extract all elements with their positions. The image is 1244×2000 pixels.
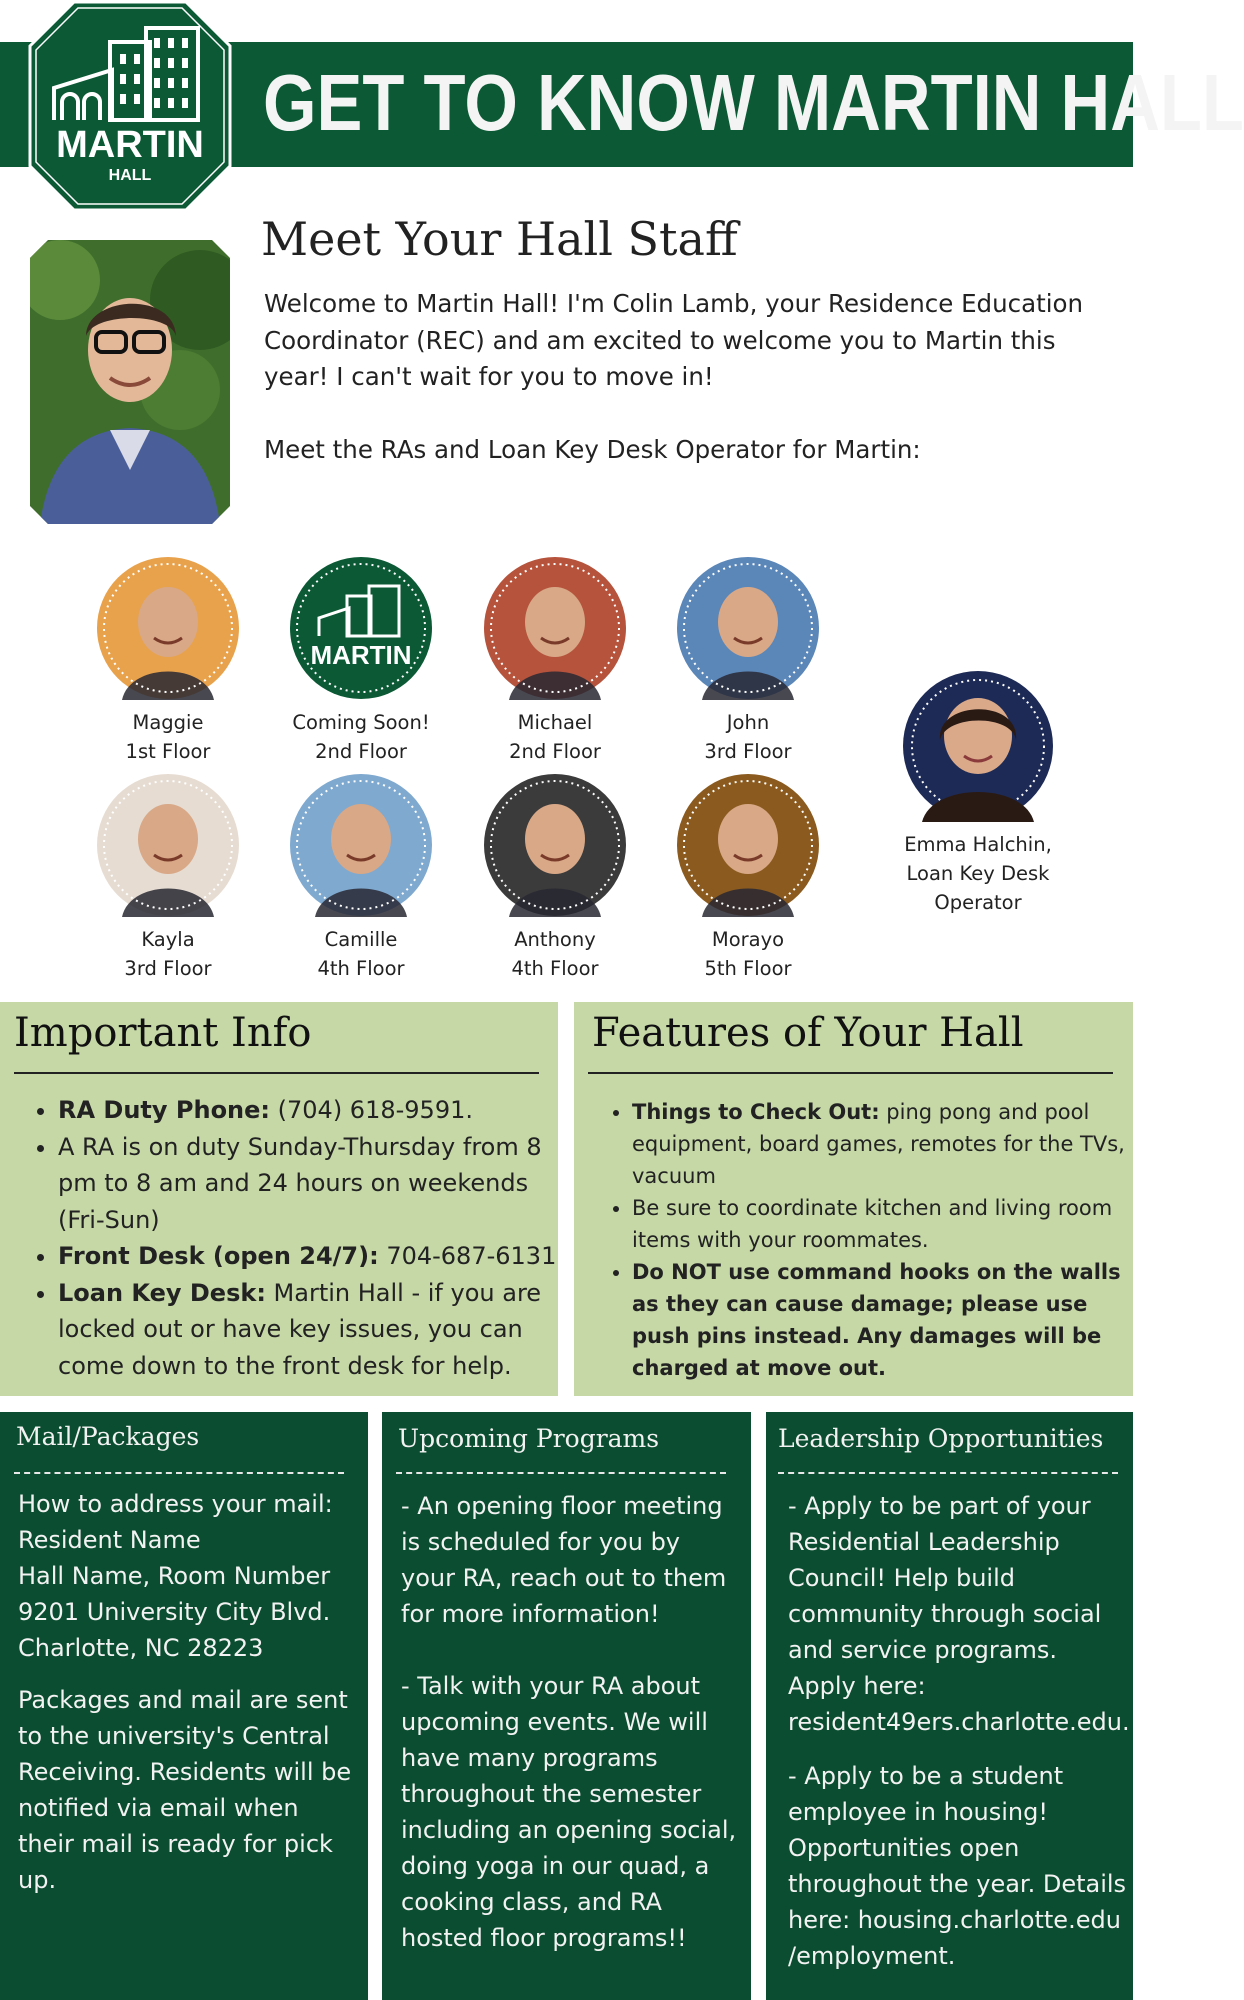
features-divider: [588, 1072, 1113, 1074]
staff-heading: Meet Your Hall Staff: [261, 212, 738, 266]
ra-avatar: [96, 556, 240, 700]
mail-address-line: Charlotte, NC 28223: [18, 1634, 264, 1662]
list-item-label: RA Duty Phone:: [58, 1096, 271, 1124]
list-item-label: Things to Check Out:: [632, 1100, 880, 1124]
mail-address-line: Resident Name: [18, 1526, 201, 1554]
list-item: [58, 1092, 568, 1129]
programs-paragraph-1: - An opening floor meeting is scheduled for you by your RA, reach out to them for more information!: [401, 1492, 727, 1628]
ra-floor: 3rd Floor: [124, 957, 212, 980]
leadership-heading: Leadership Opportunities: [778, 1424, 1104, 1453]
ra-name: Morayo: [711, 928, 785, 951]
list-item: [632, 1096, 1132, 1192]
leadership-body: [788, 1488, 1128, 1974]
ra-name: John: [726, 711, 770, 734]
ra-avatar: [289, 556, 433, 700]
important-info-heading: Important Info: [14, 1010, 312, 1056]
list-item: [58, 1238, 568, 1275]
important-info-divider: [14, 1072, 539, 1074]
ra-card: [73, 556, 263, 766]
mail-panel: [0, 1412, 368, 2000]
mail-packages-text: [18, 1682, 358, 1898]
leadership-paragraph-1: - Apply to be part of your Residential Leadership Council! Help build community through social and service programs. Apply here: resident49ers.charlotte.edu.: [788, 1492, 1130, 1736]
list-item-text: A RA is on duty Sunday-Thursday from 8 pm to 8 am and 24 hours on weekends (Fri-Sun): [58, 1132, 542, 1234]
page-title: GET TO KNOW MARTIN HALL: [263, 58, 1244, 147]
rec-photo: [30, 240, 230, 524]
mail-address-block: [18, 1486, 358, 1666]
ra-card: [266, 773, 456, 983]
list-item: [632, 1192, 1132, 1256]
logo-text: MARTIN: [56, 124, 204, 166]
ra-floor: 2nd Floor: [315, 740, 407, 763]
list-item: [632, 1256, 1132, 1384]
ra-avatar: [289, 773, 433, 917]
features-heading: Features of Your Hall: [592, 1010, 1024, 1056]
ra-floor: 5th Floor: [704, 957, 792, 980]
features-list: [586, 1096, 1132, 1384]
list-item-text: (704) 618-9591.: [270, 1096, 473, 1124]
mail-divider: [14, 1472, 344, 1474]
ra-floor: 4th Floor: [317, 957, 405, 980]
ra-card: [653, 556, 843, 766]
programs-body: [401, 1488, 741, 1956]
ra-floor: 3rd Floor: [704, 740, 792, 763]
ra-floor: 4th Floor: [511, 957, 599, 980]
important-info-list: [12, 1092, 568, 1384]
ra-avatar: [676, 556, 820, 700]
welcome-text: Welcome to Martin Hall! I'm Colin Lamb, your Residence Education Coordinator (REC) and am excited to welcome you to Martin this year! I can't wait for you to move in!: [264, 289, 1084, 391]
desk-operator-role: Loan Key Desk: [906, 862, 1050, 885]
leadership-divider: [778, 1472, 1118, 1474]
ra-avatar: [483, 556, 627, 700]
mail-address-line: How to address your mail:: [18, 1490, 333, 1518]
svg-text:MARTIN: MARTIN: [310, 640, 412, 670]
meet-line: Meet the RAs and Loan Key Desk Operator for Martin:: [264, 434, 921, 464]
desk-operator-avatar: [902, 670, 1054, 822]
mail-address-line: 9201 University City Blvd.: [18, 1598, 331, 1626]
desk-operator-role-2: Operator: [934, 891, 1022, 914]
list-item-text: 704-687-6131: [378, 1242, 557, 1270]
ra-name: Kayla: [141, 928, 195, 951]
ra-floor: 2nd Floor: [509, 740, 601, 763]
leadership-paragraph-2: - Apply to be a student employee in housing! Opportunities open throughout the year. Details here: housing.charlotte.edu /employment.: [788, 1762, 1127, 1970]
ra-card: [460, 773, 650, 983]
programs-paragraph-2: - Talk with your RA about upcoming events. We will have many programs throughout the semester including an opening social, doing yoga in our quad, a cooking class, and RA hosted floor programs!!: [401, 1672, 737, 1952]
ra-name: Michael: [517, 711, 593, 734]
ra-card: [266, 556, 456, 766]
programs-divider: [396, 1472, 726, 1474]
desk-operator-name: Emma Halchin,: [904, 833, 1052, 856]
features-panel: [574, 1002, 1133, 1396]
list-item-text: Be sure to coordinate kitchen and living room items with your roommates.: [632, 1196, 1113, 1252]
list-item-label: Loan Key Desk:: [58, 1278, 266, 1307]
programs-heading: Upcoming Programs: [398, 1424, 660, 1453]
mail-heading: Mail/Packages: [16, 1422, 200, 1451]
packages-text: Packages and mail are sent to the university's Central Receiving. Residents will be notified via email when their mail is ready for pick up.: [18, 1686, 352, 1894]
list-item-text: Martin Hall - if you are locked out or have key issues, you can come down to the front desk for help.: [58, 1278, 542, 1380]
ra-avatar: [96, 773, 240, 917]
martin-hall-logo: [28, 0, 232, 212]
logo-subtext: HALL: [108, 167, 152, 184]
list-item-label: Front Desk (open 24/7):: [58, 1242, 379, 1270]
ra-avatar: [483, 773, 627, 917]
list-item: [58, 1129, 568, 1239]
ra-avatar: [676, 773, 820, 917]
programs-panel: [382, 1412, 751, 2000]
leadership-panel: [766, 1412, 1133, 2000]
ra-name: Maggie: [132, 711, 204, 734]
ra-name: Anthony: [514, 928, 596, 951]
ra-name: Camille: [324, 928, 398, 951]
mail-address-line: Hall Name, Room Number: [18, 1562, 331, 1590]
list-item-label: Do NOT use command hooks on the walls as they can cause damage; please use push pins instead. Any damages will be charged at move out.: [632, 1260, 1121, 1380]
desk-operator: [878, 670, 1078, 917]
ra-card: [73, 773, 263, 983]
important-info-panel: [0, 1002, 558, 1396]
ra-floor: 1st Floor: [125, 740, 211, 763]
ra-name: Coming Soon!: [292, 711, 430, 734]
list-item-text: ping pong and pool equipment, board games, remotes for the TVs, vacuum: [632, 1100, 1125, 1188]
list-item: [58, 1275, 568, 1385]
staff-intro: [264, 286, 1114, 504]
ra-card: [653, 773, 843, 983]
ra-card: [460, 556, 650, 766]
